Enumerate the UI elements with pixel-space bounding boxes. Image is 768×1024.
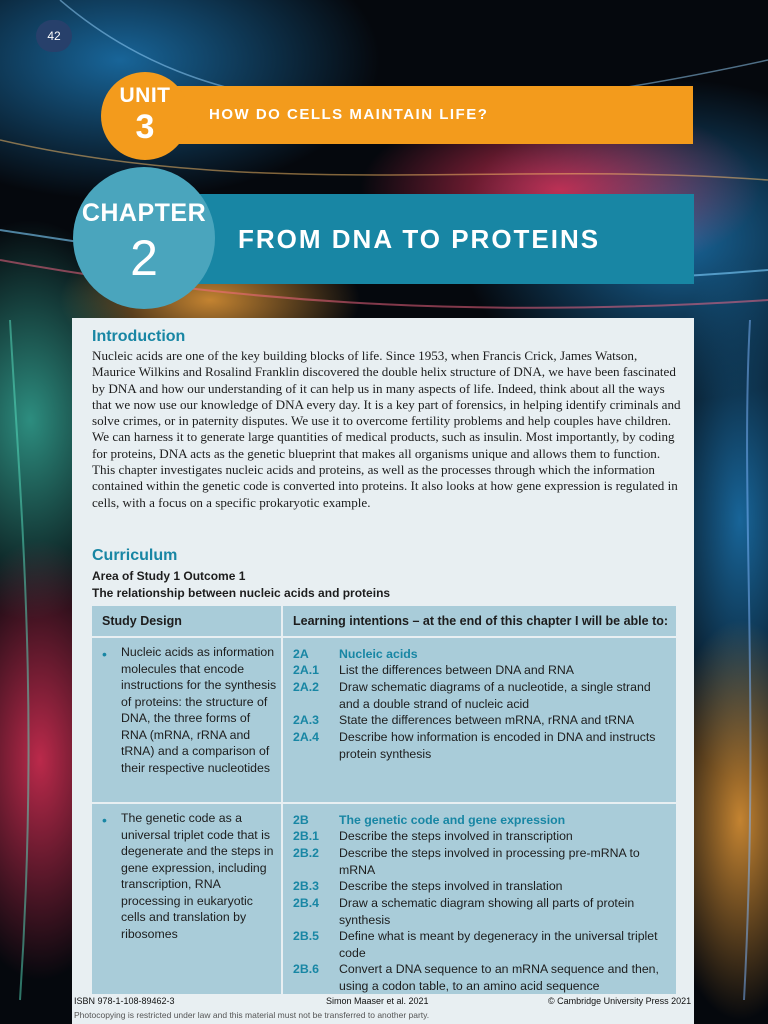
intention-text: Describe the steps involved in transcription (339, 829, 573, 843)
table-row-1-study-design (92, 638, 281, 802)
intention-code: 2B.1 (293, 829, 319, 843)
table-row-1-intentions (283, 638, 676, 802)
outcome-title: The relationship between nucleic acids and proteins (92, 586, 391, 600)
table-row-2-study-design (92, 804, 281, 994)
intention-text: Describe how information is encoded in DNA and instructs protein synthesis (339, 730, 656, 761)
introduction-body: Nucleic acids are one of the key building blocks of life. Since 1953, when Francis Crick, James Watson, Maurice Wilkins and Rosalind Franklin discovered the double helix structure of DNA, we have been fascinated by DNA and how our understanding of it can help us in many aspects of life. Indeed, think about all the ways that we now use our knowledge of DNA every day. It is a key part of forensics, in helping identify criminals and solve crimes, or in paternity disputes. We use it to overcome fertility problems and help couples have children. We can harness it to generate large quantities of medical products, such as insulin. Most importantly, by coding for proteins, DNA acts as the genetic blueprint that makes all organisms unique and allows them to function. This chapter investigates nucleic acids and proteins, as well as the processes through which the information contained within the genetic code is converted into proteins. It also looks at how gene expression is regulated in cells, with a focus on a specific prokaryotic example. (92, 348, 681, 510)
intention-code: 2B.4 (293, 896, 319, 910)
intention-text: State the differences between mRNA, rRNA and tRNA (339, 713, 635, 727)
unit-label: UNIT (119, 84, 171, 107)
intention-text: Draw schematic diagrams of a nucleotide, a single strand and a double strand of nucleic acid (339, 680, 651, 711)
unit-number: 3 (135, 108, 155, 146)
study-design-text: The genetic code as a universal triplet code that is degenerate and the steps in gene expression, including transcription, RNA processing in eukaryotic cells and translation by ribosomes (121, 811, 274, 941)
intention-code: 2B.5 (293, 929, 319, 943)
area-of-study: Area of Study 1 Outcome 1 (92, 569, 246, 583)
intention-code: 2B.6 (293, 962, 319, 976)
row-divider (92, 636, 676, 638)
intention-text: Draw a schematic diagram showing all parts of protein synthesis (339, 896, 635, 927)
intention-code: 2A.2 (293, 680, 319, 694)
intention-text: Convert a DNA sequence to an mRNA sequence and then, using a codon table, to an amino acid sequence (339, 962, 659, 993)
intention-text: Describe the steps involved in translation (339, 879, 563, 893)
page-number: 42 (36, 20, 72, 52)
bullet-icon: • (102, 812, 107, 828)
column-divider (281, 606, 283, 994)
study-design-text: Nucleic acids as information molecules that encode instructions for the synthesis of proteins: the structure of DNA, the three forms of RNA (mRNA, rRNA and tRNA) and a comparison of their respective nucleotides (121, 645, 277, 775)
chapter-badge (73, 167, 215, 309)
intention-code: 2B (293, 813, 309, 827)
introduction-heading: Introduction (92, 328, 186, 345)
intention-code: 2A (293, 647, 309, 661)
header-learning-intentions: Learning intentions – at the end of this chapter I will be able to: (283, 606, 676, 636)
intention-text: Nucleic acids (339, 647, 418, 661)
intention-code: 2A.3 (293, 713, 319, 727)
footer-isbn: ISBN 978-1-108-89462-3 (74, 996, 175, 1006)
bullet-icon: • (102, 646, 107, 662)
intention-text: The genetic code and gene expression (339, 813, 566, 827)
curriculum-table (92, 606, 676, 994)
table-row-2-intentions (283, 804, 676, 994)
intention-text: List the differences between DNA and RNA (339, 663, 574, 677)
intention-code: 2A.4 (293, 730, 319, 744)
footer-photocopy-note: Photocopying is restricted under law and this material must not be transferred to another party. (74, 1010, 430, 1020)
intention-text: Describe the steps involved in processing pre-mRNA to mRNA (339, 846, 640, 877)
intention-code: 2B.2 (293, 846, 319, 860)
chapter-title: FROM DNA TO PROTEINS (238, 224, 601, 254)
intention-code: 2B.3 (293, 879, 319, 893)
chapter-label: CHAPTER (81, 199, 207, 227)
chapter-number: 2 (130, 230, 158, 286)
unit-title: HOW DO CELLS MAINTAIN LIFE? (209, 106, 489, 123)
header-study-design: Study Design (92, 606, 281, 636)
footer-copyright: © Cambridge University Press 2021 (548, 996, 692, 1006)
intention-code: 2A.1 (293, 663, 319, 677)
unit-badge (101, 72, 189, 160)
row-divider (92, 802, 676, 804)
footer-authors: Simon Maaser et al. 2021 (326, 996, 429, 1006)
curriculum-heading: Curriculum (92, 547, 178, 564)
intention-text: Define what is meant by degeneracy in the universal triplet code (339, 929, 658, 960)
